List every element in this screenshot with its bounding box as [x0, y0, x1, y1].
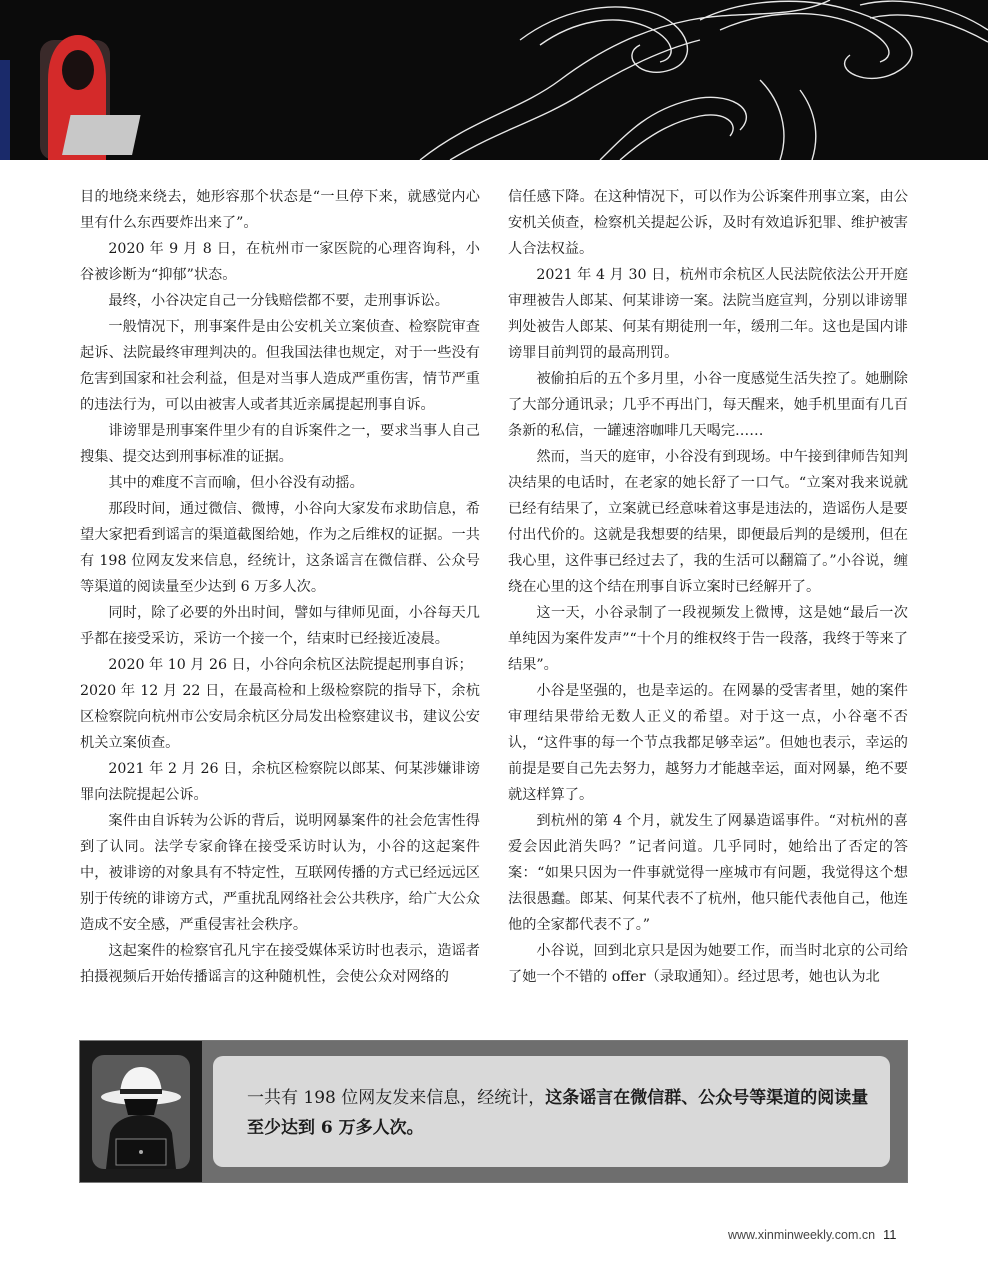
paragraph: 小谷是坚强的，也是幸运的。在网暴的受害者里，她的案件审理结果带给无数人正义的希望。对于这一点，小谷毫不否认，“这件事的每一个节点我都足够幸运”。但她也表示，幸运的前提是要自己先去努力，越努力才能越幸运，面对网暴，绝不要就这样算了。 [508, 683, 908, 803]
paragraph: 2020 年 10 月 26 日，小谷向余杭区法院提起刑事自诉； [108, 657, 473, 673]
paragraph: 最终，小谷决定自己一分钱赔偿都不要，走刑事诉讼。 [108, 293, 449, 309]
paragraph: 这起案件的检察官孔凡宇在接受媒体采访时也表示，造谣者拍摄视频后开始传播谣言的这种随机性，会使公众对网络的 [80, 943, 480, 985]
paragraph: 到杭州的第 4 个月，就发生了网暴造谣事件。“对杭州的喜爱会因此消失吗？”记者问道。几乎同时，她给出了否定的答案：“如果只因为一件事就觉得一座城市有问题，我觉得这个想法很愚蠢。郎某、何某代表不了杭州，他只能代表他自己，他连他的全家都代表不了。” [508, 813, 908, 933]
hat-hacker-icon [92, 1055, 190, 1169]
pull-quote-text [213, 1056, 890, 1167]
pull-quote-box [79, 1040, 908, 1183]
paragraph: 2020 年 9 月 8 日，在杭州市一家医院的心理咨询科，小谷被诊断为“抑郁”状态。 [80, 241, 480, 283]
paragraph: 同时，除了必要的外出时间，譬如与律师见面，小谷每天几乎都在接受采访，采访一个接一个，结束时已经接近凌晨。 [80, 605, 480, 647]
paragraph: 小谷说，回到北京只是因为她要工作，而当时北京的公司给了她一个不错的 offer（录取通知）。经过思考，她也认为北 [508, 943, 908, 985]
page-number: 11 [883, 1227, 897, 1242]
right-text-column [508, 184, 908, 990]
paragraph: 案件由自诉转为公诉的背后，说明网暴案件的社会危害性得到了认同。法学专家俞锋在接受采访时认为，小谷的这起案件中，被诽谤的对象具有不特定性，互联网传播的方式已经远远区别于传统的诽谤方式，严重扰乱网络社会公共秩序，给广大公众造成不安全感，严重侵害社会秩序。 [80, 813, 480, 933]
paragraph: 这一天，小谷录制了一段视频发上微博，这是她“最后一次单纯因为案件发声”“十个月的维权终于告一段落，我终于等来了结果”。 [508, 605, 908, 673]
paragraph: 目的地绕来绕去，她形容那个状态是“一旦停下来，就感觉内心里有什么东西要炸出来了”。 [80, 189, 480, 231]
wave-hacker-illustration [0, 0, 988, 160]
paragraph: 其中的难度不言而喻，但小谷没有动摇。 [108, 475, 364, 491]
pull-quote-lead: 一共有 198 位网友发来信息，经统计， [247, 1088, 546, 1108]
page-footer [728, 1227, 918, 1245]
footer-url: www.xinminweekly.com.cn [728, 1228, 876, 1242]
paragraph: 被偷拍后的五个多月里，小谷一度感觉生活失控了。她删除了大部分通讯录；几乎不再出门，每天醒来，她手机里面有几百条新的私信，一罐速溶咖啡几天喝完…… [508, 371, 908, 439]
paragraph: 然而，当天的庭审，小谷没有到现场。中午接到律师告知判决结果的电话时，在老家的她长舒了一口气。“立案对我来说就已经有结果了，立案就已经意味着这事是违法的，造谣伤人是要付出代价的。这就是我想要的结果，即便最后判的是缓刑，但在我心里，这件事已经过去了，我的生活可以翻篇了。”小谷说，缠绕在心里的这个结在刑事自诉立案时已经解开了。 [508, 449, 908, 595]
paragraph: 2021 年 4 月 30 日，杭州市余杭区人民法院依法公开开庭审理被告人郎某、何某诽谤一案。法院当庭宣判，分别以诽谤罪判处被告人郎某、何某有期徒刑一年，缓刑二年。这也是国内诽谤罪目前判罚的最高刑罚。 [508, 267, 908, 361]
paragraph: 2021 年 2 月 26 日，余杭区检察院以郎某、何某涉嫌诽谤罪向法院提起公诉。 [80, 761, 480, 803]
hacker-figure-icon [40, 35, 141, 160]
paragraph: 一般情况下，刑事案件是由公安机关立案侦查、检察院审查起诉、法院最终审理判决的。但我国法律也规定，对于一些没有危害到国家和社会利益，但是对当事人造成严重伤害，情节严重的违法行为，可以由被害人或者其近亲属提起刑事自诉。 [80, 319, 480, 413]
header-banner-illustration [0, 0, 988, 160]
paragraph: 信任感下降。在这种情况下，可以作为公诉案件刑事立案，由公安机关侦查，检察机关提起公诉，及时有效追诉犯罪、维护被害人合法权益。 [508, 189, 908, 257]
left-text-column [80, 184, 480, 990]
paragraph: 诽谤罪是刑事案件里少有的自诉案件之一，要求当事人自己搜集、提交达到刑事标准的证据。 [80, 423, 480, 465]
paragraph: 2020 年 12 月 22 日，在最高检和上级检察院的指导下，余杭区检察院向杭州市公安局余杭区分局发出检察建议书，建议公安机关立案侦查。 [80, 683, 480, 751]
hacker-thumbnail [80, 1041, 202, 1182]
pull-quote-bold: 这条谣言在微信群、公众号等渠道的阅读量至少达到 6 万多人次。 [247, 1088, 869, 1138]
paragraph: 那段时间，通过微信、微博，小谷向大家发布求助信息，希望大家把看到谣言的渠道截图给她，作为之后维权的证据。一共有 198 位网友发来信息，经统计，这条谣言在微信群、公众号等渠道的阅读量至少达到 6 万多人次。 [80, 501, 480, 595]
